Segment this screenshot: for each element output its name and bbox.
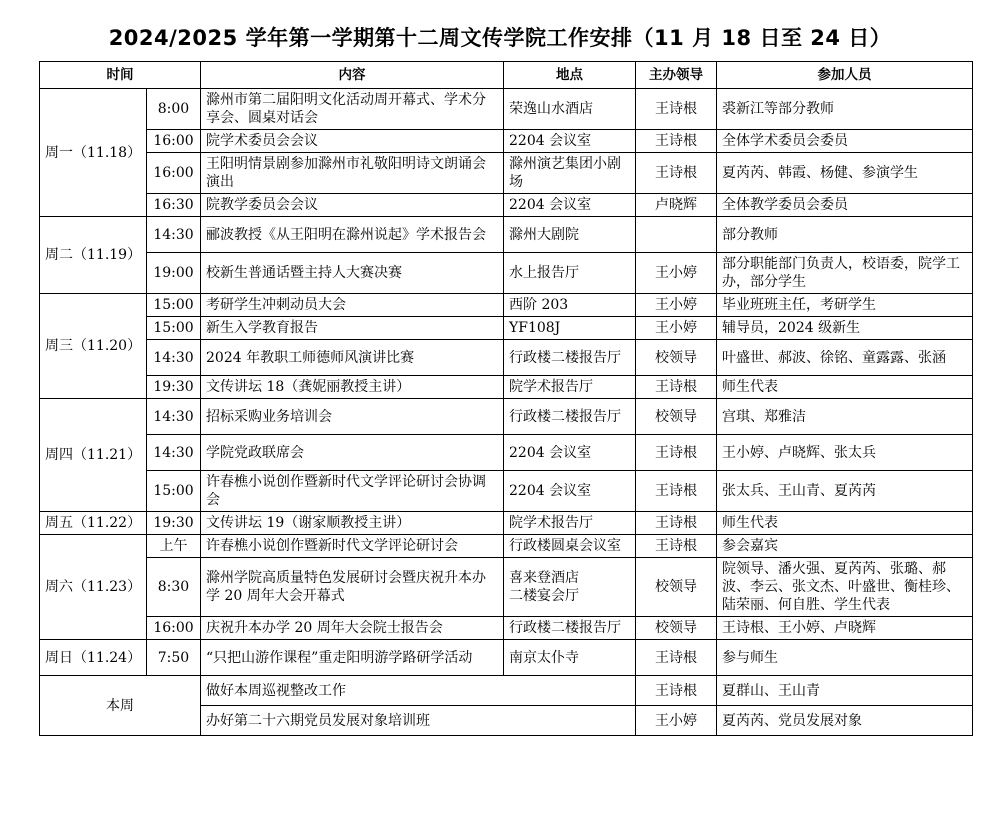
place-cell: 滁州大剧院 [504,217,636,253]
time-cell: 16:00 [147,130,201,153]
time-cell: 7:50 [147,640,201,676]
participants-cell: 王诗根、王小婷、卢晓辉 [717,617,973,640]
content-cell: 校新生普通话暨主持人大赛决赛 [201,253,504,294]
place-cell: 行政楼二楼报告厅 [504,340,636,376]
time-cell: 14:30 [147,399,201,435]
day-cell: 周一（11.18） [40,89,147,217]
content-cell: 2024 年教职工师德师风演讲比赛 [201,340,504,376]
place-cell: 水上报告厅 [504,253,636,294]
place-cell: 院学术报告厅 [504,512,636,535]
place-cell: 2204 会议室 [504,435,636,471]
schedule-body [40,89,973,736]
time-cell: 15:00 [147,317,201,340]
content-cell: 院教学委员会会议 [201,194,504,217]
place-cell: 2204 会议室 [504,471,636,512]
content-cell: 考研学生冲刺动员大会 [201,294,504,317]
header-place: 地点 [504,62,636,89]
organizer-cell: 王诗根 [636,130,717,153]
content-cell: 许春樵小说创作暨新时代文学评论研讨会协调会 [201,471,504,512]
table-row [40,471,973,512]
participants-cell: 张太兵、王山青、夏芮芮 [717,471,973,512]
time-cell: 8:30 [147,558,201,617]
header-time: 时间 [40,62,201,89]
table-row [40,512,973,535]
organizer-cell: 王诗根 [636,535,717,558]
organizer-cell: 王小婷 [636,317,717,340]
participants-cell: 部分教师 [717,217,973,253]
participants-cell: 师生代表 [717,512,973,535]
content-cell: 文传讲坛 18（龚妮丽教授主讲） [201,376,504,399]
participants-cell: 辅导员，2024 级新生 [717,317,973,340]
place-cell: 喜来登酒店 二楼宴会厅 [504,558,636,617]
day-cell: 周日（11.24） [40,640,147,676]
place-cell: 滁州演艺集团小剧场 [504,153,636,194]
participants-cell: 叶盛世、郝波、徐铭、童露露、张涵 [717,340,973,376]
place-cell: 2204 会议室 [504,130,636,153]
participants-cell: 部分职能部门负责人，校语委，院学工办，部分学生 [717,253,973,294]
time-cell: 上午 [147,535,201,558]
day-cell: 周五（11.22） [40,512,147,535]
place-cell: 西阶 203 [504,294,636,317]
content-cell: 做好本周巡视整改工作 [201,676,636,706]
time-cell: 19:30 [147,512,201,535]
participants-cell: 师生代表 [717,376,973,399]
table-row [40,399,973,435]
organizer-cell: 王小婷 [636,253,717,294]
table-row [40,317,973,340]
schedule-table [39,61,973,736]
table-row [40,194,973,217]
content-cell: 许春樵小说创作暨新时代文学评论研讨会 [201,535,504,558]
time-cell: 16:30 [147,194,201,217]
content-cell: 庆祝升本办学 20 周年大会院士报告会 [201,617,504,640]
organizer-cell: 王诗根 [636,640,717,676]
organizer-cell: 王诗根 [636,153,717,194]
table-row [40,535,973,558]
place-cell: 2204 会议室 [504,194,636,217]
table-row [40,558,973,617]
content-cell: 招标采购业务培训会 [201,399,504,435]
place-cell: 行政楼二楼报告厅 [504,399,636,435]
participants-cell: 夏群山、王山青 [717,676,973,706]
table-row [40,435,973,471]
organizer-cell: 王诗根 [636,676,717,706]
table-row [40,253,973,294]
table-row [40,89,973,130]
content-cell: 学院党政联席会 [201,435,504,471]
content-cell: 滁州学院高质量特色发展研讨会暨庆祝升本办学 20 周年大会开幕式 [201,558,504,617]
participants-cell: 参会嘉宾 [717,535,973,558]
place-cell: YF108J [504,317,636,340]
content-cell: 办好第二十六期党员发展对象培训班 [201,706,636,736]
content-cell: 文传讲坛 19（谢家顺教授主讲） [201,512,504,535]
header-content: 内容 [201,62,504,89]
place-cell: 荣逸山水酒店 [504,89,636,130]
participants-cell: 院领导、潘火强、夏芮芮、张璐、郝波、李云、张文杰、叶盛世、衡桂珍、陆荣丽、何自胜、学生代表 [717,558,973,617]
organizer-cell: 校领导 [636,340,717,376]
header-row [40,62,973,89]
organizer-cell: 王诗根 [636,376,717,399]
table-row [40,294,973,317]
header-organizer: 主办领导 [636,62,717,89]
content-cell: 郦波教授《从王阳明在滁州说起》学术报告会 [201,217,504,253]
organizer-cell: 校领导 [636,617,717,640]
participants-cell: 夏芮芮、党员发展对象 [717,706,973,736]
place-cell: 院学术报告厅 [504,376,636,399]
table-row [40,676,973,706]
table-row [40,217,973,253]
time-cell: 16:00 [147,153,201,194]
organizer-cell: 卢晓辉 [636,194,717,217]
time-cell: 15:00 [147,294,201,317]
content-cell: “只把山游作课程”重走阳明游学路研学活动 [201,640,504,676]
table-row [40,340,973,376]
table-row [40,640,973,676]
time-cell: 14:30 [147,340,201,376]
organizer-cell: 王诗根 [636,512,717,535]
participants-cell: 全体学术委员会委员 [717,130,973,153]
header-participants: 参加人员 [717,62,973,89]
time-cell: 15:00 [147,471,201,512]
table-row [40,617,973,640]
content-cell: 王阳明情景剧参加滁州市礼敬阳明诗文朗诵会演出 [201,153,504,194]
day-cell: 周六（11.23） [40,535,147,640]
organizer-cell: 校领导 [636,399,717,435]
participants-cell: 裘新江等部分教师 [717,89,973,130]
participants-cell: 王小婷、卢晓辉、张太兵 [717,435,973,471]
organizer-cell: 王诗根 [636,89,717,130]
content-cell: 滁州市第二届阳明文化活动周开幕式、学术分享会、圆桌对话会 [201,89,504,130]
page-title: 2024/2025 学年第一学期第十二周文传学院工作安排（11 月 18 日至 24 日） [108,26,892,50]
time-cell: 19:30 [147,376,201,399]
day-cell: 周二（11.19） [40,217,147,294]
organizer-cell: 王诗根 [636,435,717,471]
table-row [40,153,973,194]
place-cell: 南京太仆寺 [504,640,636,676]
participants-cell: 夏芮芮、韩霞、杨健、参演学生 [717,153,973,194]
time-cell: 14:30 [147,217,201,253]
organizer-cell: 王诗根 [636,471,717,512]
day-cell: 周四（11.21） [40,399,147,512]
time-cell: 19:00 [147,253,201,294]
content-cell: 新生入学教育报告 [201,317,504,340]
participants-cell: 宫琪、郑雅洁 [717,399,973,435]
place-cell: 行政楼二楼报告厅 [504,617,636,640]
time-cell: 8:00 [147,89,201,130]
organizer-cell: 王小婷 [636,706,717,736]
content-cell: 院学术委员会会议 [201,130,504,153]
organizer-cell: 校领导 [636,558,717,617]
participants-cell: 全体教学委员会委员 [717,194,973,217]
place-cell: 行政楼圆桌会议室 [504,535,636,558]
time-cell: 16:00 [147,617,201,640]
participants-cell: 参与师生 [717,640,973,676]
week-label-cell: 本周 [40,676,201,736]
participants-cell: 毕业班班主任，考研学生 [717,294,973,317]
organizer-cell [636,217,717,253]
day-cell: 周三（11.20） [40,294,147,399]
table-row [40,130,973,153]
time-cell: 14:30 [147,435,201,471]
organizer-cell: 王小婷 [636,294,717,317]
table-row [40,376,973,399]
